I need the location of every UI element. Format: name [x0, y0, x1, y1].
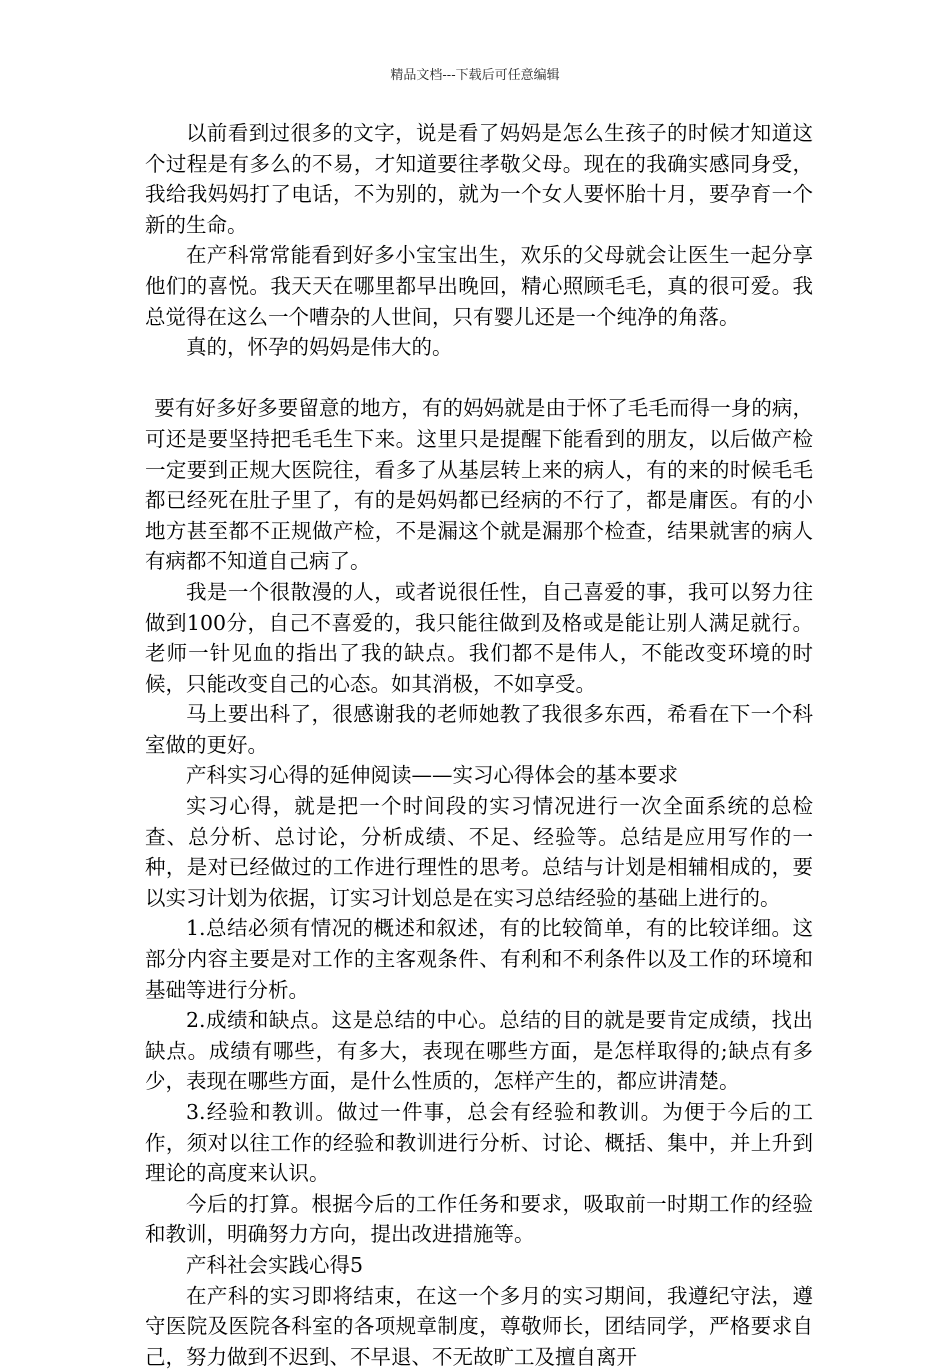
paragraph: 真的，怀孕的妈妈是伟大的。	[186, 335, 453, 360]
section-heading: 产科实习心得的延伸阅读——实习心得体会的基本要求	[186, 763, 678, 788]
paragraph: 要有好多好多要留意的地方，有的妈妈就是由于怀了毛毛而得一身的病，可还是要坚持把毛毛生下来。这里只是提醒下能看到的朋友，以后做产检一定要到正规大医院往，看多了从基层转上来的病人，有的来的时候毛毛都已经死在肚子里了，有的是妈妈都已经病的不行了，都是庸医。有的小地方甚至都不正规做产检，不是漏这个就是漏那个检查，结果就害的病人有病都不知道自己病了。	[145, 396, 813, 574]
paragraph: 在产科常常能看到好多小宝宝出生，欢乐的父母就会让医生一起分享他们的喜悦。我天天在哪里都早出晚回，精心照顾毛毛，真的很可爱。我总觉得在这么一个嘈杂的人世间，只有婴儿还是一个纯净的角落。	[145, 243, 813, 329]
section-heading: 产科社会实践心得5	[186, 1252, 364, 1277]
paragraph: 我是一个很散漫的人，或者说很任性，自己喜爱的事，我可以努力往做到100分，自己不喜爱的，我只能往做到及格或是能让别人满足就行。老师一针见血的指出了我的缺点。我们都不是伟人，不能改变环境的时候，只能改变自己的心态。如其消极，不如享受。	[145, 579, 813, 696]
paragraph: 今后的打算。根据今后的工作任务和要求，吸取前一时期工作的经验和教训，明确努力方向，提出改进措施等。	[145, 1191, 813, 1247]
paragraph: 实习心得，就是把一个时间段的实习情况进行一次全面系统的总检查、总分析、总讨论，分析成绩、不足、经验等。总结是应用写作的一种，是对已经做过的工作进行理性的思考。总结与计划是相辅相成的，要以实习计划为依据，订实习计划总是在实习总结经验的基础上进行的。	[145, 794, 813, 910]
list-item: 1.总结必须有情况的概述和叙述，有的比较简单，有的比较详细。这部分内容主要是对工作的主客观条件、有利和不利条件以及工作的环境和基础等进行分析。	[145, 916, 813, 1002]
document-body	[145, 118, 813, 1372]
paragraph: 以前看到过很多的文字，说是看了妈妈是怎么生孩子的时候才知道这个过程是有多么的不易，才知道要往孝敬父母。现在的我确实感同身受，我给我妈妈打了电话，不为别的，就为一个女人要怀胎十月，要孕育一个新的生命。	[145, 121, 813, 237]
list-item: 2.成绩和缺点。这是总结的中心。总结的目的就是要肯定成绩，找出缺点。成绩有哪些，有多大，表现在哪些方面，是怎样取得的;缺点有多少，表现在哪些方面，是什么性质的，怎样产生的，都应讲清楚。	[145, 1008, 813, 1094]
paragraph: 马上要出科了，很感谢我的老师她教了我很多东西，希看在下一个科室做的更好。	[145, 702, 813, 757]
page-header: 精品文档---下载后可任意编辑	[390, 68, 560, 83]
blank-line	[145, 363, 813, 394]
paragraph: 在产科的实习即将结束，在这一个多月的实习期间，我遵纪守法，遵守医院及医院各科室的各项规章制度，尊敬师长，团结同学，严格要求自己，努力做到不迟到、不早退、不无故旷工及擅自离开	[145, 1283, 813, 1369]
list-item: 3.经验和教训。做过一件事，总会有经验和教训。为便于今后的工作，须对以往工作的经验和教训进行分析、讨论、概括、集中，并上升到理论的高度来认识。	[145, 1100, 813, 1186]
